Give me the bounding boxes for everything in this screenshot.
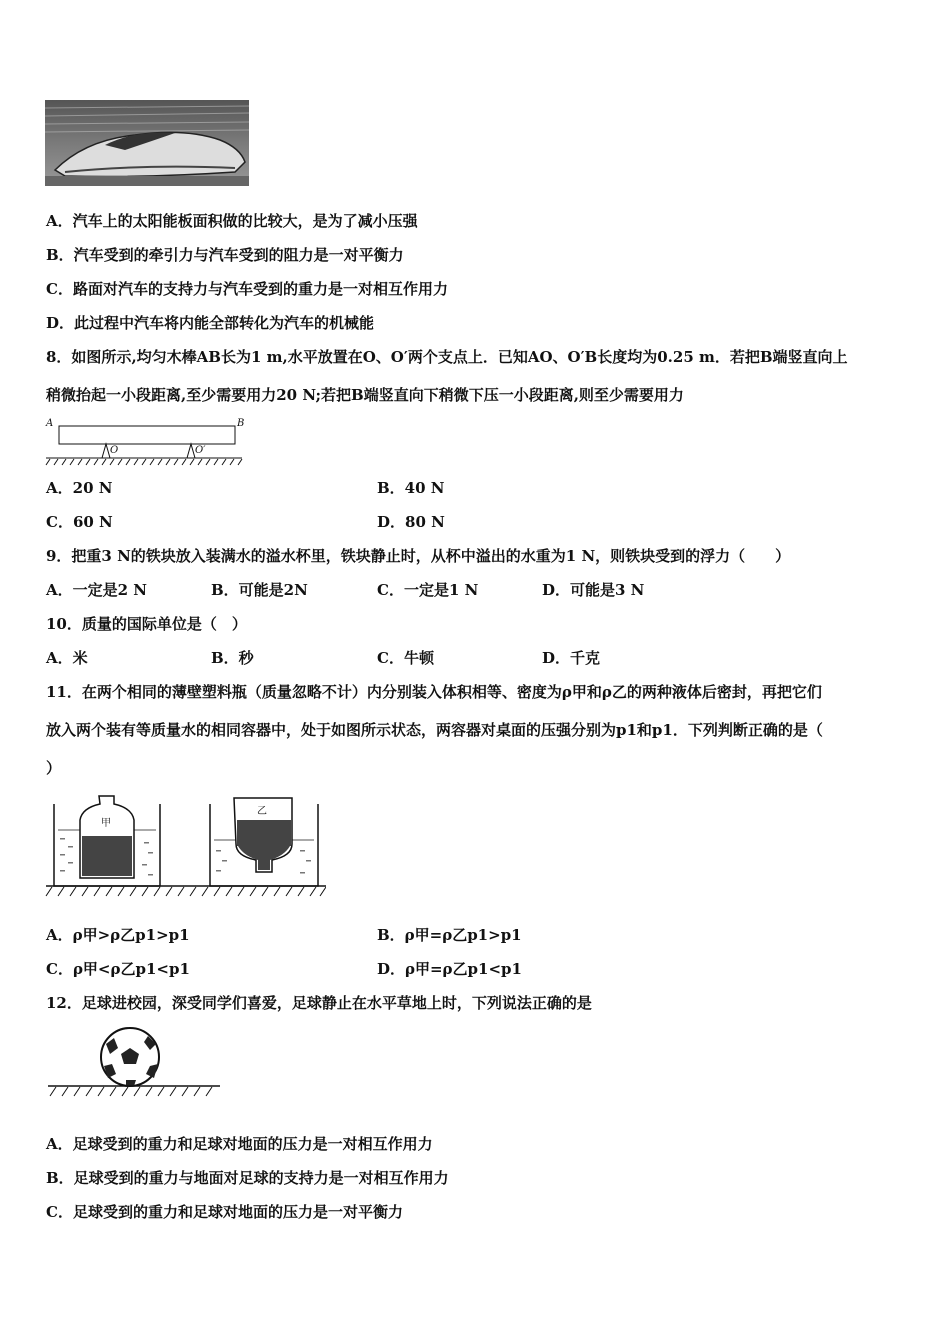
lever-figure xyxy=(44,418,250,470)
q7-option-b[interactable]: B．汽车受到的牵引力与汽车受到的阻力是一对平衡力 xyxy=(46,246,404,264)
q7-option-d[interactable]: D．此过程中汽车将内能全部转化为汽车的机械能 xyxy=(46,314,375,332)
q11-option-b[interactable]: B．ρ甲=ρ乙p1>p1 xyxy=(377,926,522,944)
q8-option-a[interactable]: A．20 N xyxy=(46,479,113,497)
q11-stem-line1: 11．在两个相同的薄壁塑料瓶（质量忽略不计）内分别装入体积相等、密度为ρ甲和ρ乙的两种液体后密封，再把它们 xyxy=(46,683,822,701)
q12-stem: 12．足球进校园，深受同学们喜爱，足球静止在水平草地上时，下列说法正确的是 xyxy=(46,994,592,1012)
solar-car-photo xyxy=(45,100,249,186)
bottle-yi-label: 乙 xyxy=(257,806,267,817)
q11-option-c[interactable]: C．ρ甲<ρ乙p1<p1 xyxy=(46,960,190,978)
q11-stem-line3: ） xyxy=(46,759,62,777)
q11-option-a[interactable]: A．ρ甲>ρ乙p1>p1 xyxy=(46,926,190,944)
q7-option-a[interactable]: A．汽车上的太阳能板面积做的比较大，是为了减小压强 xyxy=(46,212,418,230)
q11-stem-line2: 放入两个装有等质量水的相同容器中，处于如图所示状态，两容器对桌面的压强分别为p1和p1．下列判断正确的是（ xyxy=(46,721,823,739)
bottle-jia-label: 甲 xyxy=(101,818,111,829)
q11-option-d[interactable]: D．ρ甲=ρ乙p1<p1 xyxy=(377,960,522,978)
q10-option-a[interactable]: A．米 xyxy=(46,649,88,667)
label-a: A xyxy=(46,418,54,429)
q12-option-a[interactable]: A．足球受到的重力和足球对地面的压力是一对相互作用力 xyxy=(46,1135,433,1153)
label-o-prime: O′ xyxy=(195,445,206,456)
q8-option-b[interactable]: B．40 N xyxy=(377,479,445,497)
q9-option-a[interactable]: A．一定是2 N xyxy=(46,581,148,599)
q7-option-c[interactable]: C．路面对汽车的支持力与汽车受到的重力是一对相互作用力 xyxy=(46,280,448,298)
q10-option-b[interactable]: B．秒 xyxy=(211,649,254,667)
q9-option-d[interactable]: D．可能是3 N xyxy=(542,581,645,599)
football-figure xyxy=(48,1026,220,1098)
q8-option-d[interactable]: D．80 N xyxy=(377,513,445,531)
q9-option-c[interactable]: C．一定是1 N xyxy=(377,581,479,599)
containers-figure xyxy=(44,794,326,900)
q12-option-c[interactable]: C．足球受到的重力和足球对地面的压力是一对平衡力 xyxy=(46,1203,403,1221)
q8-stem-line2: 稍微抬起一小段距离,至少需要用力20 N;若把B端竖直向下稍微下压一小段距离,则至少需要用力 xyxy=(46,386,684,404)
q9-option-b[interactable]: B．可能是2N xyxy=(211,581,308,599)
q10-stem: 10．质量的国际单位是（ ） xyxy=(46,615,247,633)
q12-option-b[interactable]: B．足球受到的重力与地面对足球的支持力是一对相互作用力 xyxy=(46,1169,449,1187)
q8-stem-line1: 8．如图所示,均匀木棒AB长为1 m,水平放置在O、O′两个支点上．已知AO、O′B长度均为0.25 m．若把B端竖直向上 xyxy=(46,348,848,366)
q10-option-d[interactable]: D．千克 xyxy=(542,649,601,667)
q10-option-c[interactable]: C．牛顿 xyxy=(377,649,434,667)
q9-stem: 9．把重3 N的铁块放入装满水的溢水杯里，铁块静止时，从杯中溢出的水重为1 N，则铁块受到的浮力（ ） xyxy=(46,547,791,565)
q8-option-c[interactable]: C．60 N xyxy=(46,513,113,531)
label-b: B xyxy=(237,418,245,429)
label-o: O xyxy=(110,445,119,456)
